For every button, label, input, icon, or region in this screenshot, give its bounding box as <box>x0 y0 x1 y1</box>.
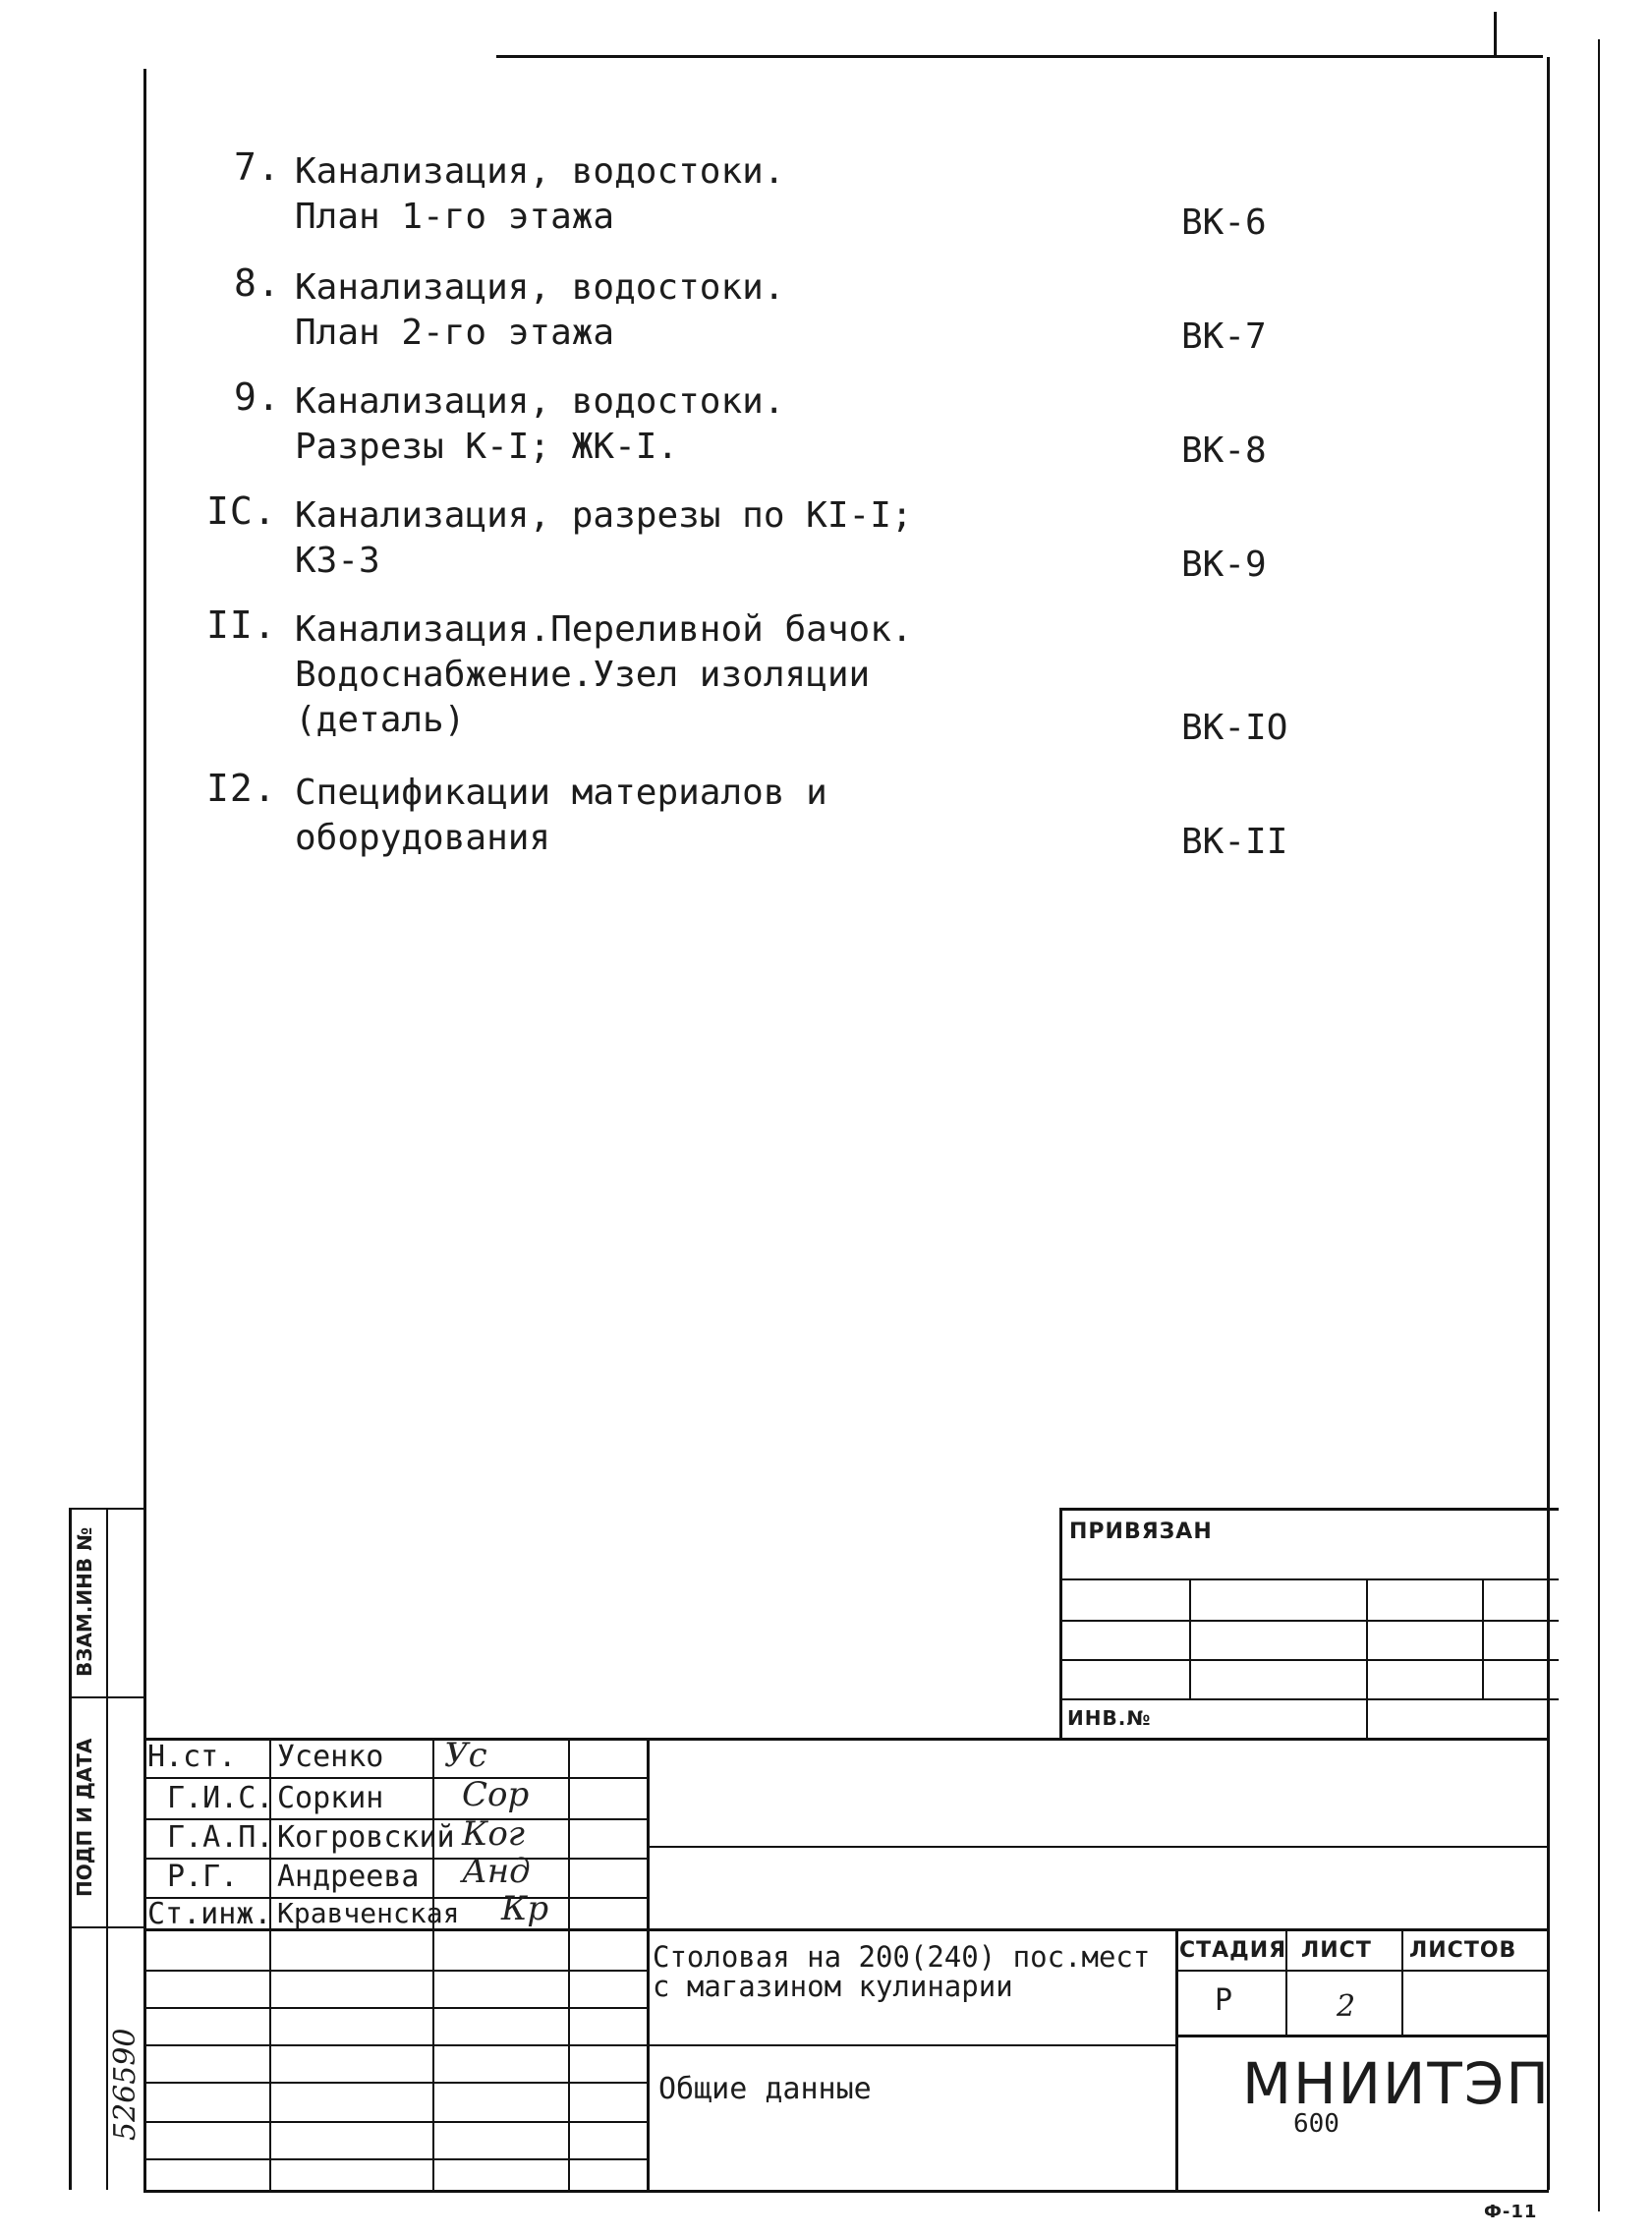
sheet-label: ЛИСТ <box>1301 1938 1372 1963</box>
toc-item-line: Канализация, разрезы по КI-I; <box>295 495 913 536</box>
inv-number-value: 526590 <box>108 2028 142 2141</box>
top-edge-line <box>496 55 1543 58</box>
signer-signature: Кр <box>501 1889 549 1928</box>
signer-name: Андреева <box>277 1860 420 1894</box>
signer-signature: Сор <box>462 1775 530 1814</box>
toc-item-code: ВК-6 <box>1181 202 1267 243</box>
toc-item-line: Канализация.Переливной бачок. <box>295 609 913 650</box>
sheet-title: Общие данные <box>658 2072 872 2106</box>
signer-role: Г.И.С. <box>167 1781 274 1815</box>
toc-item-line: План 1-го этажа <box>295 197 615 237</box>
signer-signature: Анд <box>462 1852 531 1891</box>
podp-data-label: ПОДП И ДАТА <box>73 1738 96 1897</box>
toc-item-line: Спецификации материалов и <box>295 773 827 813</box>
toc-item-code: ВК-II <box>1181 822 1288 862</box>
toc-item-number: IC. <box>206 489 277 533</box>
frame-left <box>143 69 146 2192</box>
frame-bottom <box>143 2190 1549 2193</box>
toc-item-number: 9. <box>234 375 281 419</box>
privyazan-title: ПРИВЯЗАН <box>1069 1520 1213 1544</box>
signer-role: Г.А.П. <box>167 1820 274 1855</box>
signer-role: Ст.инж. <box>147 1897 272 1931</box>
signer-role: Н.ст. <box>147 1740 237 1774</box>
frame-right <box>1547 57 1550 2190</box>
top-tick-line <box>1494 12 1497 57</box>
vzam-inv-label: ВЗАМ.ИНВ № <box>73 1526 96 1677</box>
signer-signature: Ког <box>462 1814 525 1854</box>
signer-name: Кравченская <box>277 1897 460 1929</box>
stage-label: СТАДИЯ <box>1179 1938 1287 1963</box>
sheet-value: 2 <box>1337 1989 1356 2024</box>
form-code: Ф-11 <box>1484 2202 1538 2222</box>
signer-name: Усенко <box>277 1740 384 1774</box>
toc-item-line: К3-3 <box>295 541 380 581</box>
toc-item-line: Канализация, водостоки. <box>295 267 785 308</box>
signer-name: Соркин <box>277 1781 384 1815</box>
org-sub: 600 <box>1293 2109 1339 2139</box>
signer-role: Р.Г. <box>167 1860 239 1894</box>
signer-name: Когровский <box>277 1820 455 1855</box>
toc-item-code: ВК-7 <box>1181 316 1267 357</box>
toc-item-line: оборудования <box>295 818 551 858</box>
toc-item-number: I2. <box>206 767 277 810</box>
toc-item-code: ВК-IO <box>1181 708 1288 748</box>
toc-item-line: План 2-го этажа <box>295 313 615 353</box>
toc-item-code: ВК-9 <box>1181 545 1267 585</box>
toc-item-line: Канализация, водостоки. <box>295 151 785 192</box>
sheets-label: ЛИСТОВ <box>1409 1938 1517 1963</box>
toc-item-line: Канализация, водостоки. <box>295 381 785 422</box>
inv-number-label: ИНВ.№ <box>1067 1706 1152 1730</box>
toc-item-number: 7. <box>234 145 281 189</box>
toc-item-line: Разрезы К-I; ЖК-I. <box>295 427 679 467</box>
toc-item-number: II. <box>206 603 277 647</box>
toc-item-code: ВК-8 <box>1181 430 1267 471</box>
org-name: МНИИТЭП <box>1242 2050 1551 2117</box>
toc-item-line: Водоснабжение.Узел изоляции <box>295 655 871 695</box>
object-name: Столовая на 200(240) пос.мест с магазином кулинарии <box>653 1940 1151 2003</box>
toc-item-line: (деталь) <box>295 700 466 740</box>
signer-signature: Ус <box>444 1736 487 1775</box>
frame-right-outer <box>1598 39 1600 2211</box>
toc-item-number: 8. <box>234 261 281 305</box>
stage-value: Р <box>1215 1983 1233 2018</box>
